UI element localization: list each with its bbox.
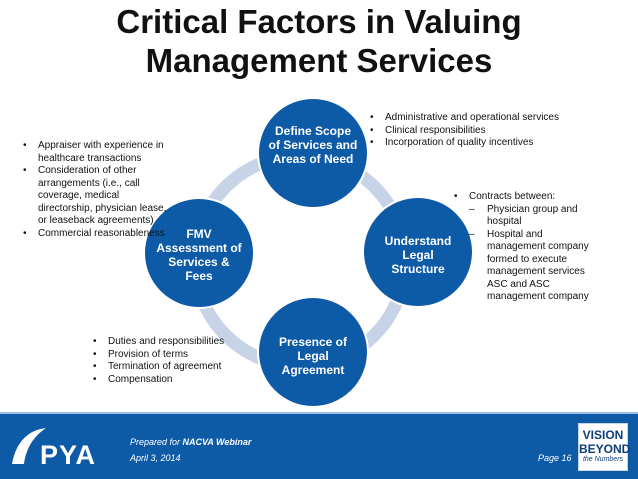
list-item: • Compensation — [90, 374, 260, 387]
list-subitem: – Hospital and management company formed to execute management services — [451, 229, 601, 279]
list-item: • Termination of agreement — [90, 361, 260, 374]
list-item: • Incorporation of quality incentives — [367, 137, 587, 150]
badge-line-1: VISION — [582, 428, 624, 442]
page-number: Page 16 — [538, 453, 572, 463]
title-line-1: Critical Factors in Valuing — [116, 3, 522, 40]
list-item: • Clinical responsibilities — [367, 125, 587, 138]
bullets-fmv — [20, 140, 170, 240]
footer-divider — [0, 412, 638, 414]
pya-logo: PYA — [40, 440, 97, 470]
bullets-scope — [367, 112, 587, 150]
list-item: • Contracts between: — [451, 191, 601, 204]
title-line-2: Management Services — [145, 42, 493, 79]
vision-beyond-badge — [578, 423, 631, 471]
list-subitem: ASC and ASC management company — [487, 278, 589, 302]
node-top-label: Define Scope of Services and Areas of Need — [268, 124, 358, 166]
badge-line-3: the Numbers — [582, 456, 624, 463]
node-bottom-label: Presence of Legal Agreement — [278, 335, 348, 377]
list-subitem: – Physician group and hospital — [451, 204, 601, 229]
list-item: • Duties and responsibilities — [90, 336, 260, 349]
prepared-prefix: Prepared for — [130, 437, 183, 447]
list-item: • Administrative and operational services — [367, 112, 587, 125]
node-left-label: FMV Assessment of Services & Fees — [156, 227, 242, 283]
bullets-legal-structure — [451, 191, 601, 304]
footer-date: April 3, 2014 — [130, 453, 181, 463]
prepared-org: NACVA Webinar — [182, 437, 252, 447]
badge-line-2: BEYOND — [579, 442, 631, 456]
node-right-label: Understand Legal Structure — [384, 234, 452, 276]
bullets-agreement — [90, 336, 260, 386]
list-item: • Consideration of other arrangements (i.e., call coverage, medical directorship, physician lease, or leaseback agreements) — [20, 165, 170, 228]
prepared-for — [130, 437, 251, 447]
list-item: • Appraiser with experience in healthcare transactions — [20, 140, 170, 165]
list-item: • Commercial reasonableness — [20, 228, 170, 241]
list-item: • Provision of terms — [90, 349, 260, 362]
